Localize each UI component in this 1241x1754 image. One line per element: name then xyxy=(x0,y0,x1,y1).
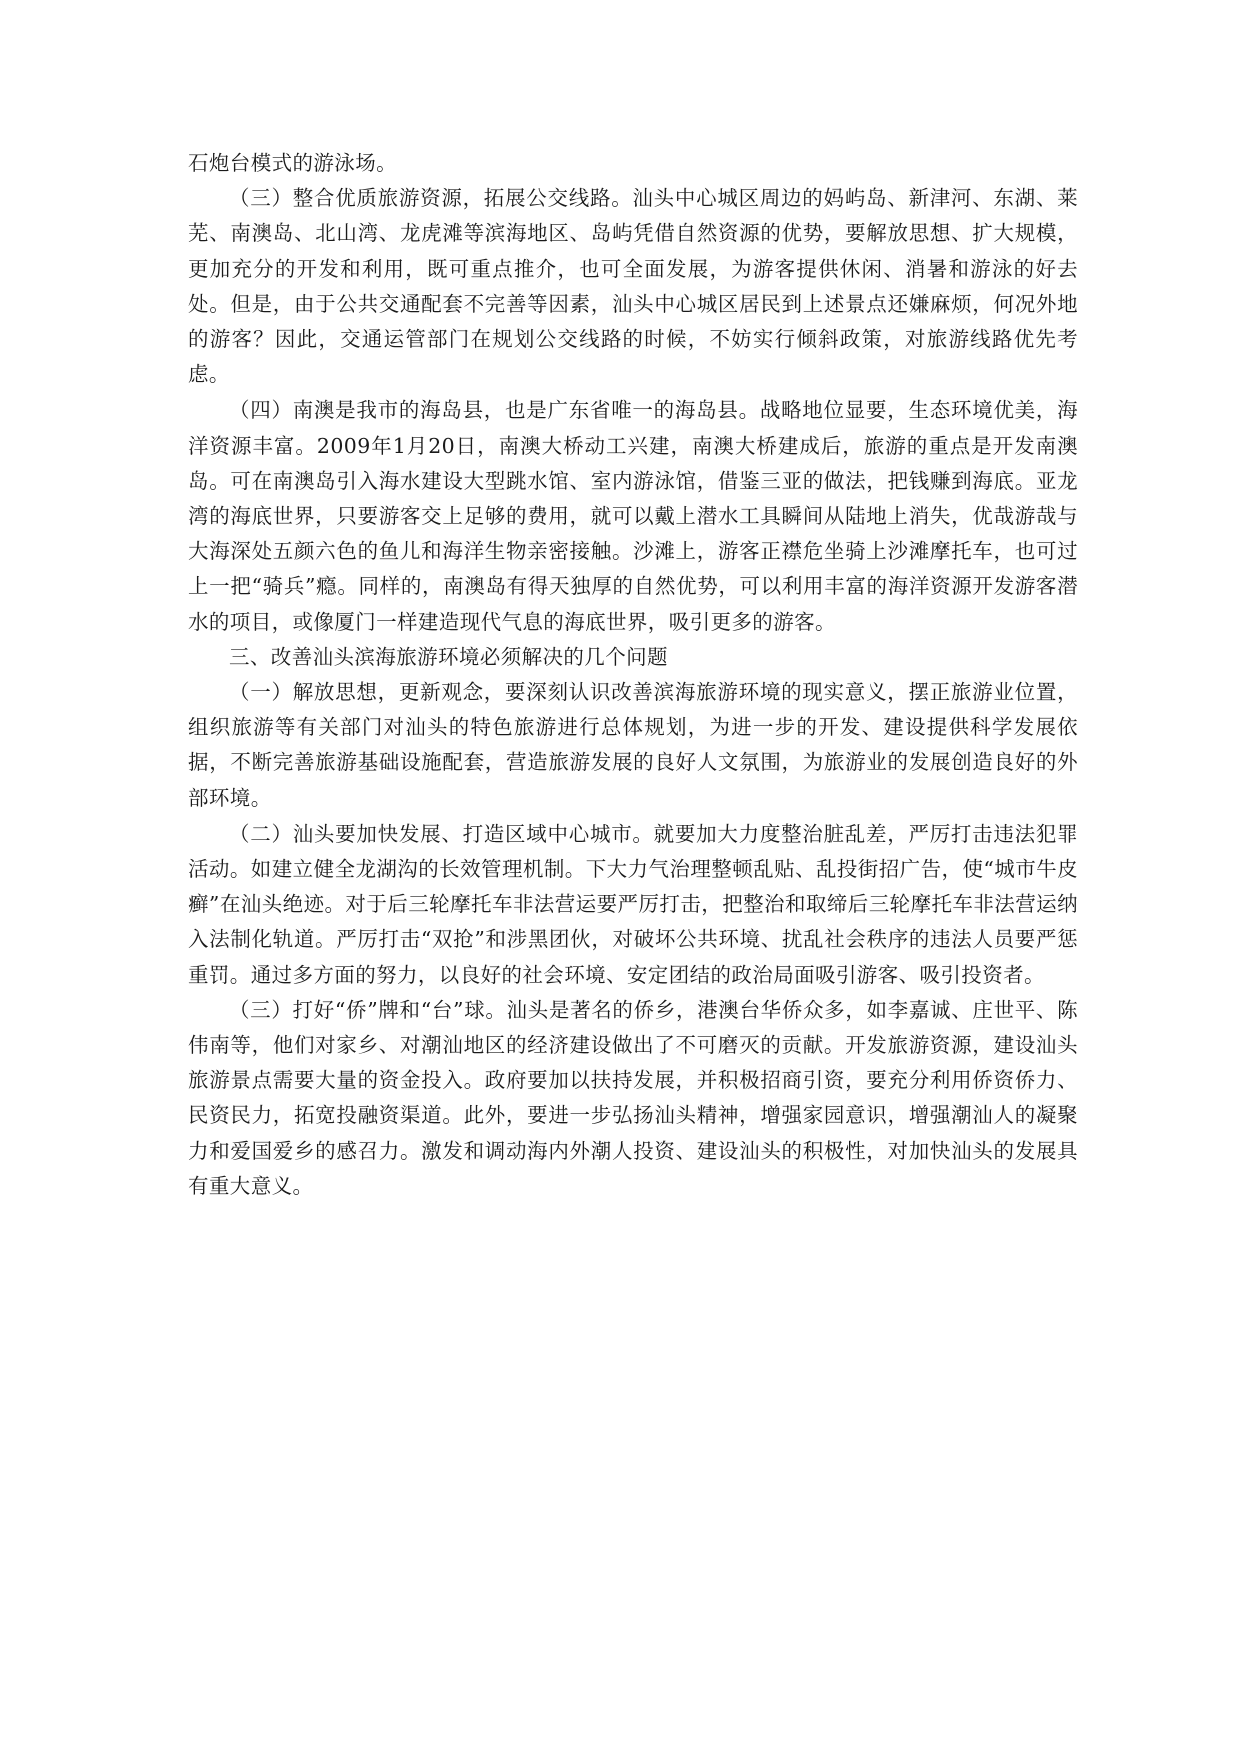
paragraph-section-two-develop: （二）汕头要加快发展、打造区域中心城市。就要加大力度整治脏乱差，严厉打击违法犯罪活动。如建立健全龙湖沟的长效管理机制。下大力气治理整顿乱贴、乱投街招广告，使“城市牛皮癣”在汕头绝迹。对于后三轮摩托车非法营运要严厉打击，把整治和取缔后三轮摩托车非法营运纳入法制化轨道。严厉打击“双抢”和涉黑团伙，对破坏公共环境、扰乱社会秩序的违法人员要严惩重罚。通过多方面的努力，以良好的社会环境、安定团结的政治局面吸引游客、吸引投资者。 xyxy=(188,821,1078,987)
paragraph-section-three-overseas: （三）打好“侨”牌和“台”球。汕头是著名的侨乡，港澳台华侨众多，如李嘉诚、庄世平、陈伟南等，他们对家乡、对潮汕地区的经济建设做出了不可磨灭的贡献。开发旅游资源，建设汕头旅游景点需要大量的资金投入。政府要加以扶持发展，并积极招商引资，要充分利用侨资侨力、民资民力，拓宽投融资渠道。此外，要进一步弘扬汕头精神，增强家园意识，增强潮汕人的凝聚力和爱国爱乡的感召力。激发和调动海内外潮人投资、建设汕头的积极性，对加快汕头的发展具有重大意义。 xyxy=(188,997,1078,1198)
paragraph-section-three-bus-routes: （三）整合优质旅游资源，拓展公交线路。汕头中心城区周边的妈屿岛、新津河、东湖、莱芜、南澳岛、北山湾、龙虎滩等滨海地区、岛屿凭借自然资源的优势，要解放思想、扩大规模，更加充分的开发和利用，既可重点推介，也可全面发展，为游客提供休闲、消暑和游泳的好去处。但是，由于公共交通配套不完善等因素，汕头中心城区居民到上述景点还嫌麻烦，何况外地的游客？因此，交通运管部门在规划公交线路的时候，不妨实行倾斜政策，对旅游线路优先考虑。 xyxy=(188,186,1078,387)
paragraph-section-one-emancipate: （一）解放思想，更新观念，要深刻认识改善滨海旅游环境的现实意义，摆正旅游业位置，组织旅游等有关部门对汕头的特色旅游进行总体规划，为进一步的开发、建设提供科学发展依据，不断完善旅游基础设施配套，营造旅游发展的良好人文氛围，为旅游业的发展创造良好的外部环境。 xyxy=(188,680,1078,810)
paragraph-continuation: 石炮台模式的游泳场。 xyxy=(188,151,397,175)
paragraph-section-four-nanao: （四）南澳是我市的海岛县，也是广东省唯一的海岛县。战略地位显要，生态环境优美，海洋资源丰富。2009年1月20日，南澳大桥动工兴建，南澳大桥建成后，旅游的重点是开发南澳岛。可在南澳岛引入海水建设大型跳水馆、室内游泳馆，借鉴三亚的做法，把钱赚到海底。亚龙湾的海底世界，只要游客交上足够的费用，就可以戴上潜水工具瞬间从陆地上消失，优哉游哉与大海深处五颜六色的鱼儿和海洋生物亲密接触。沙滩上，游客正襟危坐骑上沙滩摩托车，也可过上一把“骑兵”瘾。同样的，南澳岛有得天独厚的自然优势，可以利用丰富的海洋资源开发游客潜水的项目，或像厦门一样建造现代气息的海底世界，吸引更多的游客。 xyxy=(188,398,1078,634)
section-heading-three: 三、改善汕头滨海旅游环境必须解决的几个问题 xyxy=(229,644,668,669)
document-page xyxy=(188,146,1078,1204)
